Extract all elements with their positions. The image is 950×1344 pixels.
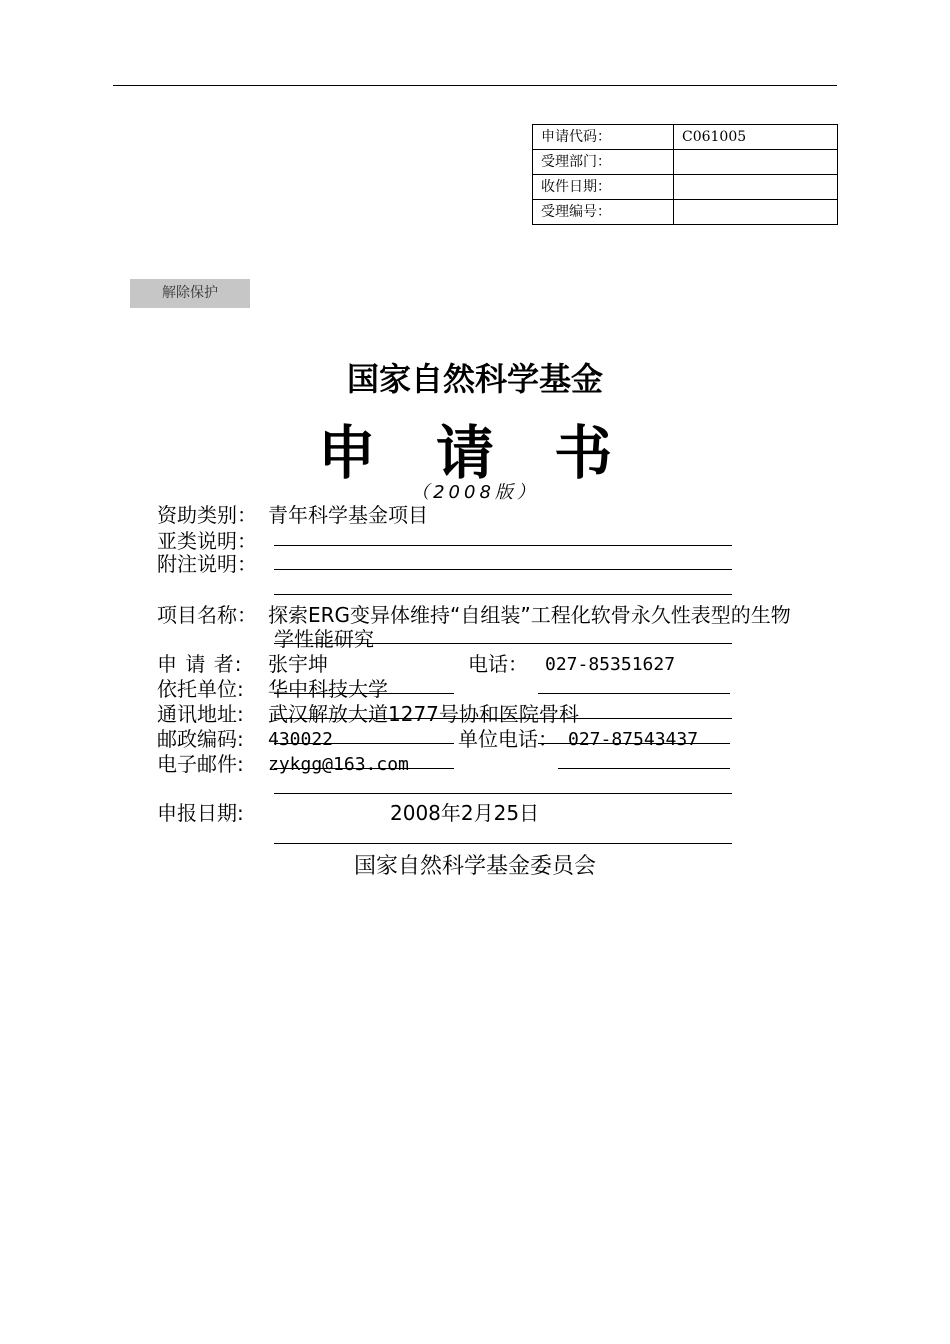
email-underline <box>274 768 454 769</box>
email-underline-right <box>558 768 730 769</box>
unit-underline-right <box>538 693 730 694</box>
project-name-value[interactable]: 探索ERG变异体维持“自组装”工程化软骨永久性表型的生物 <box>268 603 791 627</box>
table-row <box>533 125 838 150</box>
department-value[interactable] <box>674 150 838 175</box>
funding-type-value[interactable]: 青年科学基金项目 <box>268 503 428 527</box>
phone-label: 电话： <box>468 652 528 676</box>
acceptance-number-value[interactable] <box>674 200 838 225</box>
org-title: 国家自然科学基金 <box>346 360 603 398</box>
acceptance-number-label: 受理编号： <box>533 200 674 225</box>
document-title: 申 请 书 <box>317 419 633 487</box>
funding-type-label: 资助类别： <box>157 503 257 527</box>
email-label: 电子邮件: <box>157 752 244 776</box>
extra-underline <box>274 793 732 794</box>
subtype-label: 亚类说明： <box>157 529 257 553</box>
unit-label: 依托单位: <box>157 677 244 701</box>
applicant-label: 申 请 者: <box>157 652 243 676</box>
note-underline[interactable] <box>274 569 732 570</box>
project-name-value-line2[interactable]: 学性能研究 <box>274 627 374 651</box>
subtype-underline[interactable] <box>274 545 732 546</box>
project-name-underline <box>274 643 732 644</box>
unit-value[interactable]: 华中科技大学 <box>268 677 388 701</box>
unit-phone-value[interactable]: 027-87543437 <box>568 729 699 750</box>
version-label: （2008版） <box>411 482 539 503</box>
unit-phone-underline <box>538 743 730 744</box>
table-row <box>533 200 838 225</box>
project-name-label: 项目名称： <box>157 603 257 627</box>
table-row <box>533 175 838 200</box>
address-value[interactable]: 武汉解放大道1277号协和医院骨科 <box>268 702 579 726</box>
postcode-value[interactable]: 430022 <box>268 729 334 750</box>
postcode-label: 邮政编码: <box>157 727 244 751</box>
postcode-underline <box>274 743 454 744</box>
date-value[interactable]: 2008年2月25日 <box>390 801 540 825</box>
unit-phone-label: 单位电话： <box>458 727 558 751</box>
note-label: 附注说明： <box>157 552 257 576</box>
table-row <box>533 150 838 175</box>
receipt-date-label: 收件日期： <box>533 175 674 200</box>
unprotect-button[interactable]: 解除保护 <box>130 279 250 308</box>
address-underline <box>274 718 732 719</box>
footer-org: 国家自然科学基金委员会 <box>353 854 596 879</box>
date-underline <box>274 843 732 844</box>
note-underline-2 <box>274 594 732 595</box>
department-label: 受理部门： <box>533 150 674 175</box>
date-label: 申报日期: <box>157 801 244 825</box>
receipt-date-value[interactable] <box>674 175 838 200</box>
application-code-table <box>532 124 838 225</box>
unit-underline <box>274 693 454 694</box>
code-value[interactable]: C061005 <box>674 125 838 150</box>
phone-value[interactable]: 027-85351627 <box>545 654 676 675</box>
code-label: 申请代码： <box>533 125 674 150</box>
header-rule <box>113 85 837 86</box>
applicant-value[interactable]: 张宇坤 <box>268 652 328 676</box>
address-label: 通讯地址: <box>157 702 244 726</box>
email-value[interactable]: zykgg@163.com <box>268 754 409 775</box>
